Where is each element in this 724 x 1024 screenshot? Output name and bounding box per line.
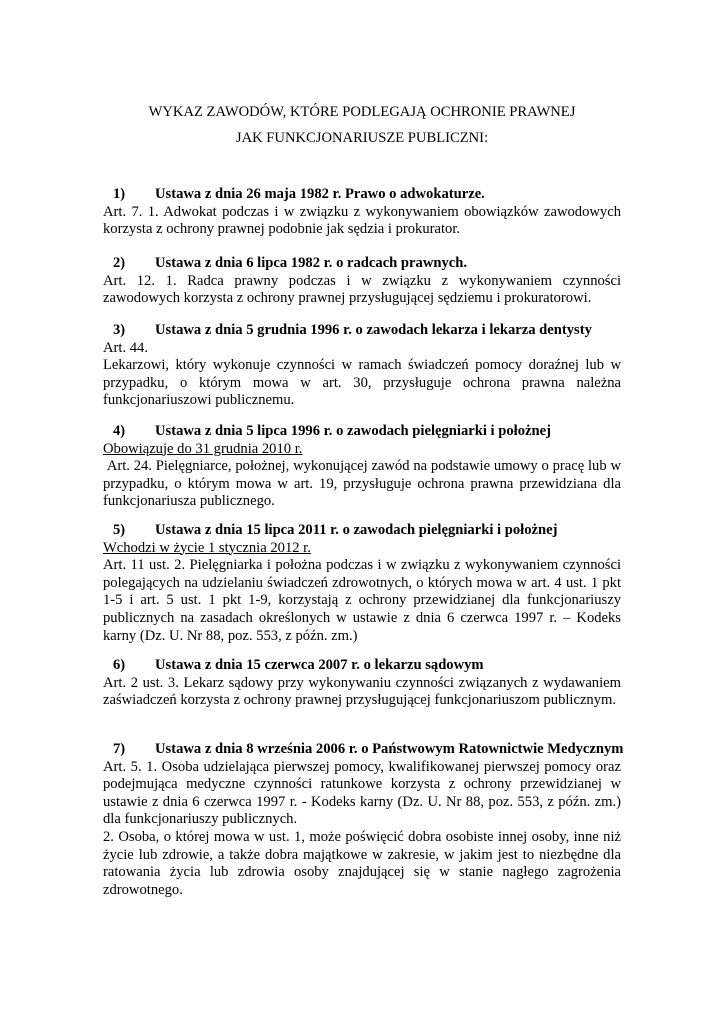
section-number: 1) <box>113 186 126 202</box>
section-title: Ustawa z dnia 8 września 2006 r. o Państwowym Ratownictwie Medycznym <box>155 741 624 757</box>
section-paragraph: Art. 24. Pielęgniarce, położnej, wykonującej zawód na podstawie umowy o pracę lub w przypadku, o którym mowa w art. 19, przysługuje ochrona prawna przewidziana dla funkcjonariusza publicznego. <box>103 458 625 510</box>
section-paragraph: Art. 12. 1. Radca prawny podczas i w związku z wykonywaniem czynności zawodowych korzysta z ochrony prawnej przysługującej sędziemu i prokuratorowi. <box>103 272 621 307</box>
section-paragraph: Lekarzowi, który wykonuje czynności w ramach świadczeń pomocy doraźnej lub w przypadku, o którym mowa w art. 30, przysługuje ochrona prawna należna funkcjonariuszowi publicznemu. <box>103 357 621 409</box>
section-number: 5) <box>113 522 126 538</box>
section-5 <box>103 522 621 645</box>
section-paragraph: Art. 7. 1. Adwokat podczas i w związku z wykonywaniem obowiązków zawodowych korzysta z ochrony prawnej podobnie jak sędzia i prokurator. <box>103 203 621 238</box>
section-number: 6) <box>113 657 126 673</box>
section-heading <box>103 522 621 540</box>
document-title-line-2: JAK FUNKCJONARIUSZE PUBLICZNI: <box>235 130 489 146</box>
section-heading <box>103 423 621 441</box>
section-paragraph: Art. 11 ust. 2. Pielęgniarka i położna podczas i w związku z wykonywaniem czynności polegających na udzielaniu świadczeń zdrowotnych, o których mowa w art. 4 ust. 1 pkt 1-5 i art. 5 ust. 1 pkt 1-9, korzystają z ochrony przewidzianej dla funkcjonariuszy publicznych na zasadach określonych w ustawie z dnia 6 czerwca 1997 r. – Kodeks karny (Dz. U. Nr 88, poz. 553, z późn. zm.) <box>103 557 621 644</box>
section-heading <box>103 657 621 675</box>
section-heading <box>103 255 621 273</box>
section-heading <box>103 741 624 759</box>
section-paragraph: Art. 5. 1. Osoba udzielająca pierwszej pomocy, kwalifikowanej pierwszej pomocy oraz podejmująca medyczne czynności ratunkowe korzysta z ochrony przewidzianej w ustawie z dnia 6 czerwca 1997 r. - Kodeks karny (Dz. U. Nr 88, poz. 553, z późn. zm.) dla funkcjonariuszy publicznych. <box>103 758 621 828</box>
section-7 <box>103 741 624 899</box>
section-title: Ustawa z dnia 15 lipca 2011 r. o zawodach pielęgniarki i położnej <box>155 522 558 538</box>
section-number: 7) <box>113 741 126 757</box>
validity-note: Obowiązuje do 31 grudnia 2010 r. <box>103 440 303 457</box>
section-paragraph: Art. 44. <box>103 339 148 356</box>
section-1 <box>103 186 621 239</box>
section-number: 4) <box>113 423 126 439</box>
section-paragraph: 2. Osoba, o której mowa w ust. 1, może poświęcić dobra osobiste innej osoby, inne niż życie lub zdrowie, a także dobra majątkowe w zakresie, w jakim jest to niezbędne dla ratowania życia lub zdrowia osoby znajdującej się w stanie nagłego zagrożenia zdrowotnego. <box>103 828 621 898</box>
section-4 <box>103 423 625 511</box>
section-title: Ustawa z dnia 5 grudnia 1996 r. o zawodach lekarza i lekarza dentysty <box>155 322 592 338</box>
section-2 <box>103 255 621 308</box>
section-number: 3) <box>113 322 126 338</box>
section-heading <box>103 322 621 340</box>
section-6 <box>103 657 621 710</box>
section-paragraph: Art. 2 ust. 3. Lekarz sądowy przy wykonywaniu czynności związanych z wydawaniem zaświadczeń korzysta z ochrony prawnej przysługującej funkcjonariuszom publicznym. <box>103 674 621 709</box>
section-heading <box>103 186 621 204</box>
section-number: 2) <box>113 255 126 271</box>
section-title: Ustawa z dnia 5 lipca 1996 r. o zawodach pielęgniarki i położnej <box>155 423 551 439</box>
section-title: Ustawa z dnia 15 czerwca 2007 r. o lekarzu sądowym <box>155 657 484 673</box>
section-title: Ustawa z dnia 26 maja 1982 r. Prawo o adwokaturze. <box>155 186 485 202</box>
document-title-line-1: WYKAZ ZAWODÓW, KTÓRE PODLEGAJĄ OCHRONIE PRAWNEJ <box>148 104 576 120</box>
section-title: Ustawa z dnia 6 lipca 1982 r. o radcach prawnych. <box>155 255 468 271</box>
effective-date-note: Wchodzi w życie 1 stycznia 2012 r. <box>103 539 311 556</box>
section-3 <box>103 322 621 410</box>
